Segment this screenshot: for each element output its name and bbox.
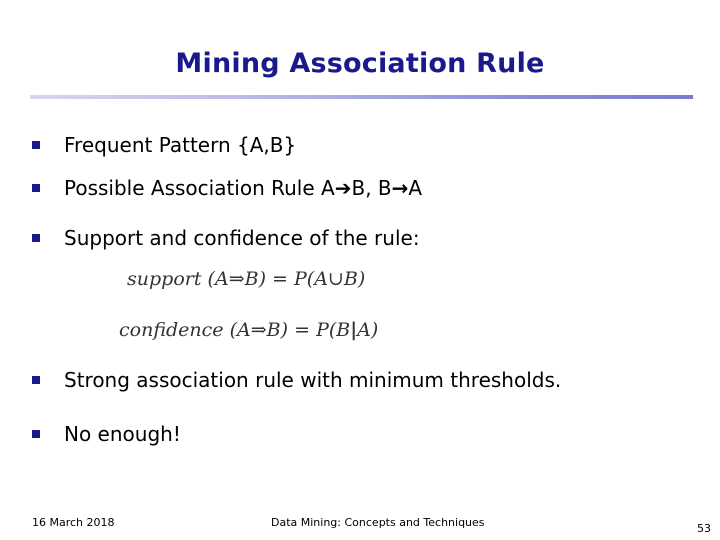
footer-page-number: 53: [697, 522, 711, 535]
square-bullet-icon: [32, 234, 40, 242]
bullet-no-enough: [32, 420, 652, 448]
right-arrow-icon: ➔: [334, 176, 352, 200]
support-label: support: [127, 268, 202, 290]
square-bullet-icon: [32, 141, 40, 149]
support-formula: support (A⇒B) = P(A∪B): [127, 268, 366, 290]
slide-title: Mining Association Rule: [175, 48, 545, 79]
bullet-text: Support and confidence of the rule:: [64, 226, 420, 250]
bullet-text: Strong association rule with minimum thresholds.: [64, 368, 562, 392]
rule-text-part-3: A: [408, 176, 423, 200]
confidence-formula: confidence (A⇒B) = P(B|A): [119, 319, 379, 341]
confidence-label: confidence: [119, 319, 224, 341]
rule-text-part-1: Possible Association Rule A: [64, 176, 335, 200]
footer-date: 16 March 2018: [32, 516, 115, 529]
bullet-text: No enough!: [64, 422, 181, 446]
square-bullet-icon: [32, 184, 40, 192]
implies-icon: ⇒: [228, 268, 245, 290]
title-divider: [30, 95, 693, 99]
bullet-possible-rule: [32, 174, 652, 202]
square-bullet-icon: [32, 430, 40, 438]
implies-icon: ⇒: [250, 319, 267, 341]
bullet-frequent-pattern: [32, 131, 652, 159]
right-arrow-icon: →: [391, 176, 409, 200]
bullet-text: [64, 176, 422, 200]
support-rhs: P(A∪B): [294, 268, 366, 290]
rule-text-part-2: B, B: [351, 176, 392, 200]
square-bullet-icon: [32, 376, 40, 384]
bullet-text: Frequent Pattern {A,B}: [64, 133, 297, 157]
footer-course: Data Mining: Concepts and Techniques: [271, 516, 485, 529]
confidence-rhs: P(B|A): [316, 319, 379, 341]
bullet-support-confidence: [32, 224, 652, 252]
bullet-strong-rule: [32, 366, 652, 394]
